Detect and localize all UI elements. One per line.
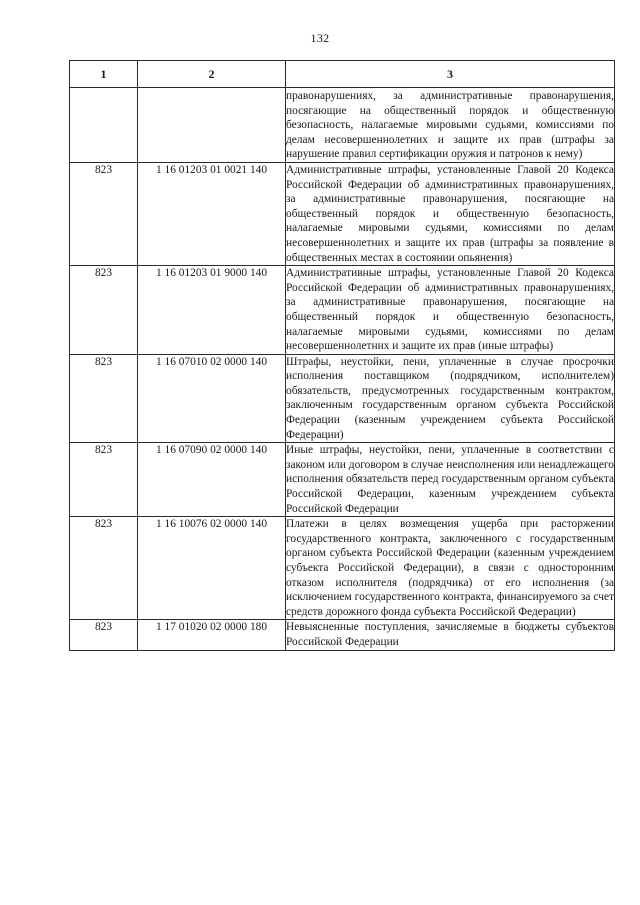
kbk-code-cell: 1 16 07010 02 0000 140: [138, 354, 286, 443]
admin-code-cell: 823: [70, 443, 138, 517]
description-cell: Иные штрафы, неустойки, пени, уплаченные в соответствии с законом или договором в случае неисполнения или ненадлежащего исполнения обязательств перед государственным органом субъекта Российской Федерации, казенным учреждением субъекта Российской Федерации: [286, 443, 615, 517]
table-row: [70, 266, 615, 355]
description-cell: правонарушениях, за административные правонарушения, посягающие на общественный порядок и общественную безопасность, налагаемые мировыми судьями, комиссиями по делам несовершеннолетних и защите их прав (штрафы за нарушение правил сертификации оружия и патронов к нему): [286, 88, 615, 163]
admin-code-cell: 823: [70, 620, 138, 650]
description-cell: Платежи в целях возмещения ущерба при расторжении государственного контракта, заключенного с государственным органом субъекта Российской Федерации (казенным учреждением субъекта Российской Федерации), в связи с односторонним отказом исполнителя (подрядчика) от его исполнения (за исключением государственного контракта, финансируемого за счет средств дорожного фонда субъекта Российской Федерации): [286, 517, 615, 620]
description-cell: Невыясненные поступления, зачисляемые в бюджеты субъектов Российской Федерации: [286, 620, 615, 650]
kbk-code-cell: 1 16 01203 01 9000 140: [138, 266, 286, 355]
admin-code-cell: 823: [70, 354, 138, 443]
table-body: [70, 88, 615, 651]
column-header-2: 2: [138, 61, 286, 88]
column-header-1: 1: [70, 61, 138, 88]
table-row: [70, 517, 615, 620]
description-cell: Штрафы, неустойки, пени, уплаченные в случае просрочки исполнения поставщиком (подрядчиком, исполнителем) обязательств, предусмотренных государственным контрактом, заключенным государственным органом субъекта Российской Федерации (казенным учреждением субъекта Российской Федерации): [286, 354, 615, 443]
admin-code-cell: 823: [70, 162, 138, 265]
table-row: [70, 162, 615, 265]
table-row: [70, 443, 615, 517]
description-cell: Административные штрафы, установленные Главой 20 Кодекса Российской Федерации об административных правонарушениях, за административные правонарушения, посягающие на общественный порядок и общественную безопасность, налагаемые мировыми судьями, комиссиями по делам несовершеннолетних и защите их прав (иные штрафы): [286, 266, 615, 355]
header-row: [70, 61, 615, 88]
table-row: [70, 620, 615, 650]
table-header: [70, 61, 615, 88]
admin-code-cell: 823: [70, 517, 138, 620]
column-header-3: 3: [286, 61, 615, 88]
admin-code-cell: [70, 88, 138, 163]
kbk-code-cell: 1 16 10076 02 0000 140: [138, 517, 286, 620]
kbk-code-cell: [138, 88, 286, 163]
description-cell: Административные штрафы, установленные Главой 20 Кодекса Российской Федерации об административных правонарушениях, за административные правонарушения, посягающие на общественный порядок и общественную безопасность, налагаемые мировыми судьями, комиссиями по делам несовершеннолетних и защите их прав (штрафы за появление в общественных местах в состоянии опьянения): [286, 162, 615, 265]
table-row: [70, 354, 615, 443]
kbk-code-cell: 1 17 01020 02 0000 180: [138, 620, 286, 650]
admin-code-cell: 823: [70, 266, 138, 355]
page-number: 132: [310, 31, 330, 45]
kbk-code-cell: 1 16 01203 01 0021 140: [138, 162, 286, 265]
kbk-code-cell: 1 16 07090 02 0000 140: [138, 443, 286, 517]
budget-classification-table: [69, 60, 615, 651]
table-row: [70, 88, 615, 163]
